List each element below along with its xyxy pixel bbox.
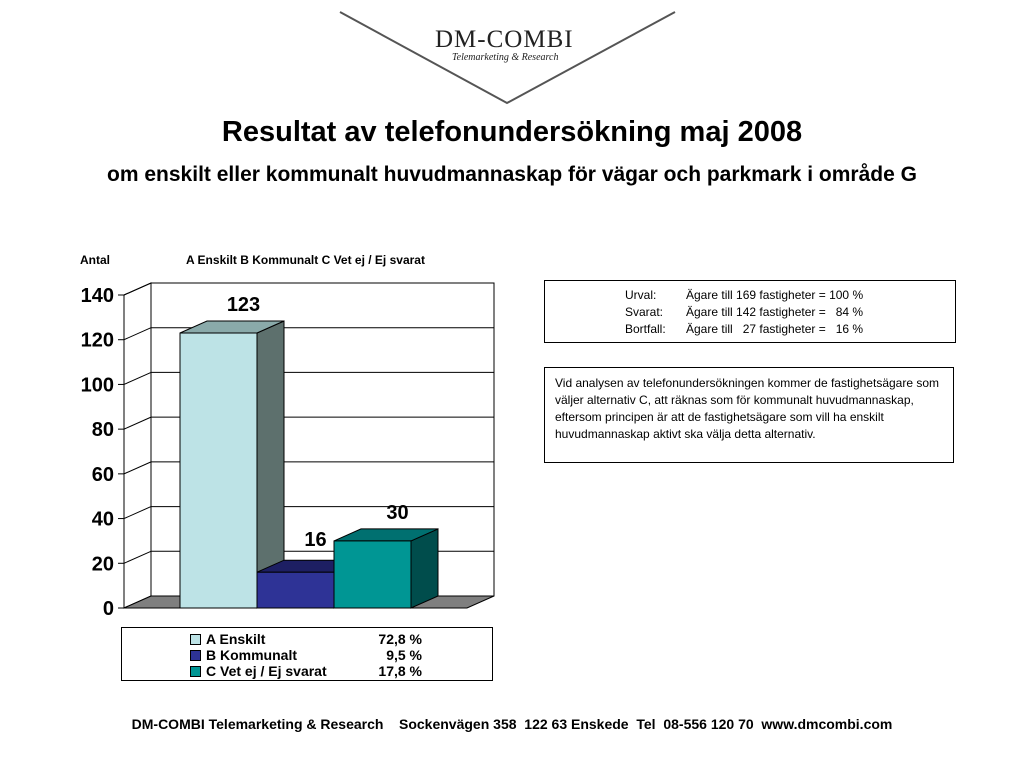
legend-swatch xyxy=(190,650,201,661)
legend-swatch xyxy=(190,634,201,645)
legend-percent: 9,5 % xyxy=(386,647,422,663)
info-key: Urval: xyxy=(625,288,657,302)
y-tick-label: 80 xyxy=(91,419,114,442)
y-tick-label: 120 xyxy=(80,329,114,352)
y-tick-label: 140 xyxy=(80,285,114,307)
legend-label: A Enskilt xyxy=(206,631,266,647)
legend-label: C Vet ej / Ej svarat xyxy=(206,663,327,679)
info-value: Ägare till 142 fastigheter = 84 % xyxy=(686,305,864,319)
analysis-note: Vid analysen av telefonundersökningen kommer de fastighetsägare som väljer alternativ C, att räknas som för kommunalt huvudmannaskap, eftersom principen är att de fastighetsägare som vill ha enskilt huvudmannaskap aktivt ska välja detta alternativ. xyxy=(544,367,954,463)
y-tick-label: 100 xyxy=(80,374,114,397)
bar xyxy=(334,541,411,608)
footer: DM-COMBI Telemarketing & Research Sockenvägen 358 122 63 Enskede Tel 08-556 120 70 www.dmcombi.com xyxy=(131,716,893,732)
y-axis-label: Antal xyxy=(80,253,110,267)
info-value: Ägare till 27 fastigheter = 16 % xyxy=(686,322,864,336)
legend-percent: 72,8 % xyxy=(378,631,422,647)
legend-label: B Kommunalt xyxy=(206,647,297,663)
y-tick-label: 20 xyxy=(91,553,114,576)
bar-side xyxy=(411,529,438,608)
info-key: Svarat: xyxy=(625,305,664,319)
chart-header-legend: A Enskilt B Kommunalt C Vet ej / Ej svarat xyxy=(186,253,425,267)
legend-swatch xyxy=(190,666,201,677)
logo-text: DM-COMBI xyxy=(435,26,574,53)
chart-side-wall xyxy=(124,283,151,608)
chart-legend xyxy=(121,627,493,681)
info-key: Bortfall: xyxy=(625,322,666,336)
logo-subtext: Telemarketing & Research xyxy=(452,52,559,63)
chart-header xyxy=(0,253,540,271)
data-label: 30 xyxy=(386,501,409,524)
logo xyxy=(0,0,1024,110)
bar xyxy=(257,572,334,608)
y-tick-label: 40 xyxy=(91,508,114,531)
info-value: Ägare till 169 fastigheter = 100 % xyxy=(686,288,864,302)
data-label: 16 xyxy=(304,529,327,552)
page-title: Resultat av telefonundersökning maj 2008 xyxy=(221,116,803,148)
legend-percent: 17,8 % xyxy=(378,663,422,679)
y-tick-label: 60 xyxy=(91,463,114,486)
bar xyxy=(180,333,257,608)
page-subtitle: om enskilt eller kommunalt huvudmannaskap för vägar och parkmark i område G xyxy=(107,163,917,186)
y-tick-label: 0 xyxy=(102,598,114,620)
data-label: 123 xyxy=(226,294,261,317)
sample-info-box xyxy=(544,280,956,343)
bar-chart xyxy=(0,270,540,620)
